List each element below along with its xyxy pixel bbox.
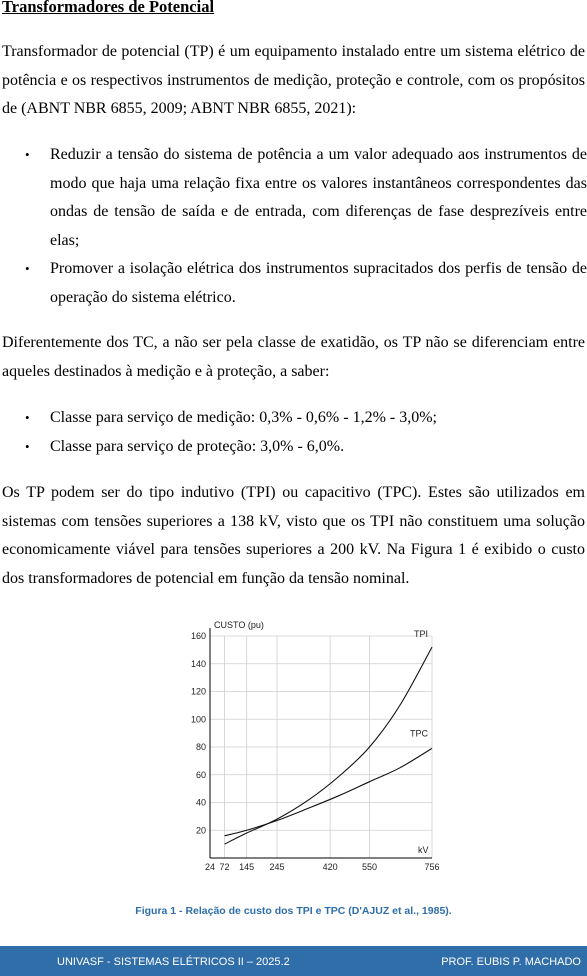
y-tick-label: 120 xyxy=(190,686,206,697)
plot-labels xyxy=(191,620,440,872)
x-tick-label: 145 xyxy=(239,862,255,872)
cost-chart xyxy=(170,618,440,880)
x-tick-label: 550 xyxy=(362,862,378,872)
series-label-tpi: TPI xyxy=(413,629,428,640)
types-paragraph: Os TP podem ser do tipo indutivo (TPI) ou capacitivo (TPC). Estes são utilizados em sistemas com tensões superiores a 138 kV, visto que os TPI não constituem uma solução economicamente viável para tensões superiores a 200 kV. Na Figura 1 é exibido o custo dos transformadores de potencial em função da tensão nominal. xyxy=(2,484,585,587)
classes-intro-paragraph: Diferentemente dos TC, a não ser pela classe de exatidão, os TP não se diferenciam entre aqueles destinados à medição e à proteção, a saber: xyxy=(2,334,585,380)
plot-grid xyxy=(210,636,432,858)
page-title: Transformadores de Potencial xyxy=(2,0,215,16)
list-item xyxy=(0,404,587,433)
y-tick-label: 80 xyxy=(195,742,206,752)
list-item xyxy=(0,255,587,312)
footer-author: PROF. EUBIS P. MACHADO xyxy=(441,956,581,968)
y-axis-title: CUSTO (pu) xyxy=(214,620,264,630)
figure-caption: Figura 1 - Relação de custo dos TPI e TPC (D'AJUZ et al., 1985). xyxy=(135,905,452,917)
y-tick-label: 40 xyxy=(195,797,206,808)
series-line-tpi xyxy=(225,647,432,844)
x-axis-title: kV xyxy=(418,845,429,855)
plot-axes xyxy=(210,628,432,858)
y-tick-label: 160 xyxy=(190,631,206,641)
bullet-glyph: • xyxy=(25,147,30,162)
list-item-text: Classe para serviço de medição: 0,3% - 0,6% - 1,2% - 3,0%; xyxy=(50,409,437,426)
list-item-text: Promover a isolação elétrica dos instrumentos supracitados dos perfis de tensão de operação do sistema elétrico. xyxy=(50,260,587,306)
footer-course: UNIVASF - SISTEMAS ELÉTRICOS II – 2025.2 xyxy=(57,956,290,968)
bullet-glyph: • xyxy=(25,410,30,425)
bullet-glyph: • xyxy=(25,261,30,276)
classes-list xyxy=(0,404,587,461)
purposes-list xyxy=(0,141,587,312)
y-tick-label: 140 xyxy=(190,658,206,669)
plot-series xyxy=(225,647,432,844)
y-tick-label: 20 xyxy=(195,825,206,836)
bullet-glyph: • xyxy=(25,438,30,454)
y-tick-label: 100 xyxy=(190,714,206,725)
series-line-tpc xyxy=(225,748,432,835)
list-item-text: Reduzir a tensão do sistema de potência a um valor adequado aos instrumentos de modo que haja uma relação fixa entre os valores instantâneos correspondentes das ondas de tensão de saída e de entrada, com diferenças de fase desprezíveis entre elas; xyxy=(50,146,587,249)
x-tick-label: 72 xyxy=(219,862,230,872)
x-tick-label: 756 xyxy=(424,862,440,872)
page-footer xyxy=(0,946,587,976)
x-tick-label: 245 xyxy=(269,862,285,872)
series-label-tpc: TPC xyxy=(410,728,428,739)
y-tick-label: 60 xyxy=(195,769,206,780)
intro-paragraph: Transformador de potencial (TP) é um equipamento instalado entre um sistema elétrico de potência e os respectivos instrumentos de medição, proteção e controle, com os propósitos de (ABNT NBR 6855, 2009; ABNT NBR 6855, 2021): xyxy=(2,43,585,117)
list-item-text: Classe para serviço de proteção: 3,0% - 6,0%. xyxy=(50,437,345,455)
list-item xyxy=(0,433,587,462)
x-tick-label: 24 xyxy=(204,862,216,872)
list-item xyxy=(0,141,587,255)
x-tick-label: 420 xyxy=(322,862,338,872)
